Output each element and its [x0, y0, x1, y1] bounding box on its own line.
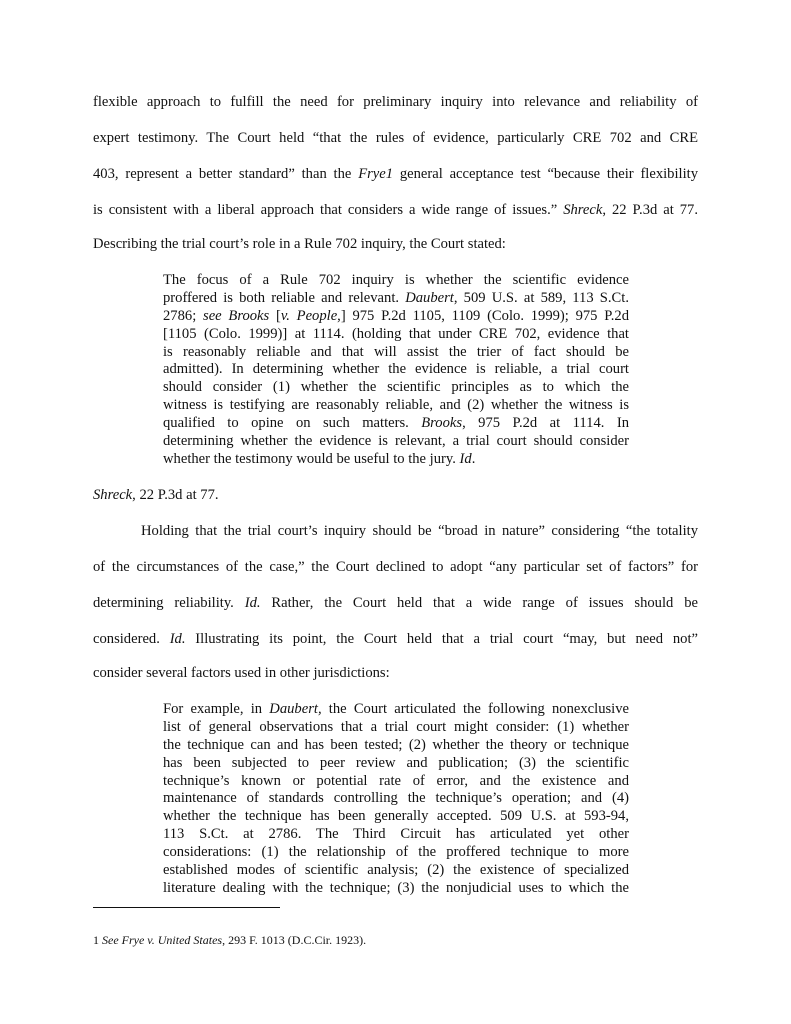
quote-line: whether the testimony would be useful to the jury. Id.	[163, 450, 476, 467]
quote-line: should consider (1) whether the scientific principles as to which the	[163, 379, 629, 396]
citation: Shreck, 22 P.3d at 77.	[93, 487, 219, 503]
body-text-line: consider several factors used in other jurisdictions:	[93, 665, 390, 681]
quote-line: The focus of a Rule 702 inquiry is whether the scientific evidence	[163, 272, 629, 288]
body-text-line: 403, represent a better standard” than the Frye1 general acceptance test “because their flexibility	[93, 166, 698, 182]
body-text-line: flexible approach to fulfill the need for preliminary inquiry into relevance and reliability of	[93, 94, 698, 110]
quote-line: list of general observations that a trial court might consider: (1) whether	[163, 718, 629, 735]
quote-line: [1105 (Colo. 1999)] at 1114. (holding that under CRE 702, evidence that	[163, 325, 629, 342]
body-text-line: expert testimony. The Court held “that the rules of evidence, particularly CRE 702 and CRE	[93, 130, 698, 146]
case-name: Shreck	[563, 202, 603, 218]
body-text-line: considered. Id. Illustrating its point, the Court held that a trial court “may, but need not”	[93, 631, 699, 647]
block-quote	[163, 272, 629, 469]
quote-line: 113 S.Ct. at 2786. The Third Circuit has articulated yet other	[163, 826, 629, 843]
quote-line: proffered is both reliable and relevant. Daubert, 509 U.S. at 589, 113 S.Ct.	[163, 289, 629, 306]
quote-line: whether the technique has been generally accepted. 509 U.S. at 593-94,	[163, 808, 629, 825]
quote-line: is reasonably reliable and that will assist the trier of fact should be	[163, 343, 629, 360]
body-text-line: Describing the trial court’s role in a Rule 702 inquiry, the Court stated:	[93, 236, 506, 252]
case-name: Frye1	[358, 166, 394, 182]
quote-line: the technique can and has been tested; (2) whether the theory or technique	[163, 736, 629, 753]
quote-line: For example, in Daubert, the Court articulated the following nonexclusive	[163, 701, 629, 717]
quote-line: witness is testifying are reasonably reliable, and (2) whether the witness is	[163, 397, 629, 414]
quote-line: considerations: (1) the relationship of the proffered technique to more	[163, 844, 629, 861]
quote-line: admitted). In determining whether the evidence is reliable, a trial court	[163, 361, 629, 378]
quote-line: maintenance of standards controlling the technique’s operation; and (4)	[163, 790, 629, 807]
body-text-line: determining reliability. Id. Rather, the Court held that a wide range of issues should be	[93, 595, 698, 611]
quote-line: literature dealing with the technique; (3) the nonjudicial uses to which the	[163, 879, 629, 896]
body-text-line: is consistent with a liberal approach that considers a wide range of issues.” Shreck, 22 P.3d at 77.	[93, 202, 698, 218]
quote-line: established modes of scientific analysis; (2) the existence of specialized	[163, 862, 629, 879]
quote-line: technique’s known or potential rate of error, and the existence and	[163, 772, 629, 789]
body-text-line: of the circumstances of the case,” the Court declined to adopt “any particular set of factors” for	[93, 559, 698, 575]
quote-line: determining whether the evidence is relevant, a trial court should consider	[163, 433, 629, 450]
footnote-separator	[93, 907, 280, 908]
footnote: 1 See Frye v. United States, 293 F. 1013 (D.C.Cir. 1923).	[93, 933, 367, 947]
quote-line: has been subjected to peer review and publication; (3) the scientific	[163, 754, 629, 771]
block-quote	[163, 701, 629, 898]
body-text-line: Holding that the trial court’s inquiry should be “broad in nature” considering “the totality	[141, 523, 698, 539]
quote-line: 2786; see Brooks [v. People,] 975 P.2d 1105, 1109 (Colo. 1999); 975 P.2d	[163, 307, 629, 324]
quote-line: qualified to opine on such matters. Brooks, 975 P.2d at 1114. In	[163, 415, 629, 432]
